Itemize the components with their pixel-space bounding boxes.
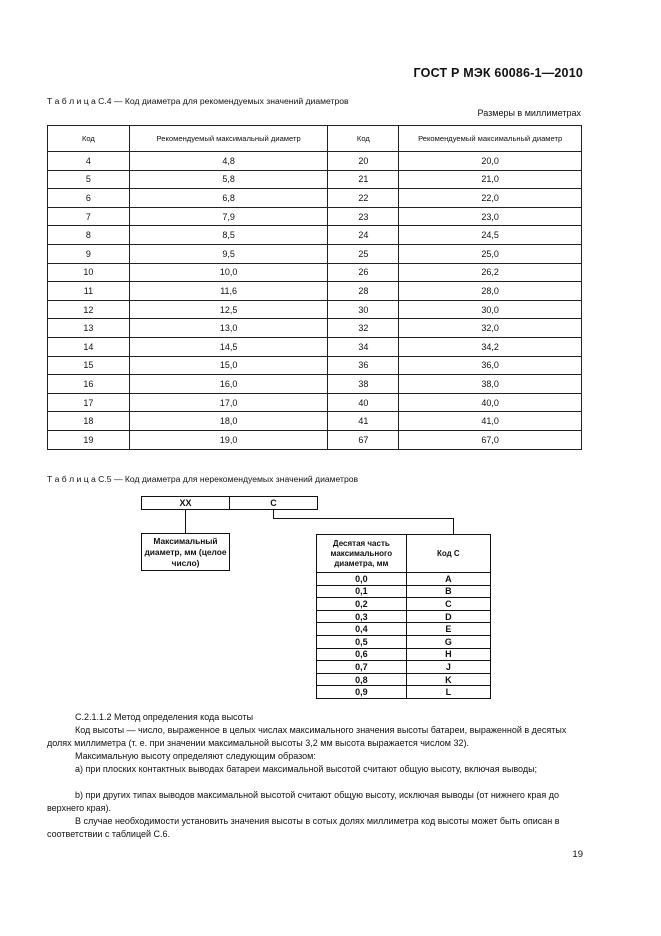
table-cell: 21,0 (399, 170, 582, 189)
table-cell: 9 (48, 244, 130, 263)
table-cell: 40,0 (399, 393, 582, 412)
table-cell: 17 (48, 393, 130, 412)
table-row (48, 300, 582, 319)
table-row (48, 263, 582, 282)
table-cell: 28,0 (399, 282, 582, 301)
table-cell: 34 (328, 337, 399, 356)
column-header-code: Код С (406, 535, 490, 573)
table-cell: K (406, 673, 490, 686)
table-cell: 30 (328, 300, 399, 319)
table-cell: 0,0 (317, 573, 407, 586)
table-c4 (47, 125, 582, 450)
table-cell: 4,8 (129, 152, 328, 171)
table-cell: 16,0 (129, 375, 328, 394)
table-cell: H (406, 648, 490, 661)
section-heading: С.2.1.1.2 Метод определения кода высоты (75, 712, 254, 722)
table-cell: 23,0 (399, 207, 582, 226)
table-cell: 0,6 (317, 648, 407, 661)
table-cell: 11 (48, 282, 130, 301)
code-part-c: C (229, 496, 318, 510)
table-row (48, 207, 582, 226)
paragraph: Максимальную высоту определяют следующим образом: (75, 751, 316, 761)
table-cell: E (406, 623, 490, 636)
table-cell: 32,0 (399, 319, 582, 338)
paragraph: а) при плоских контактных выводах батареи максимальной высотой считают общую высоту, включая выводы; (75, 764, 538, 774)
table-cell: J (406, 661, 490, 674)
table-cell: 0,7 (317, 661, 407, 674)
table-cell: B (406, 585, 490, 598)
table-cell: 10,0 (129, 263, 328, 282)
table-cell: 0,5 (317, 635, 407, 648)
table-cell: 23 (328, 207, 399, 226)
table-cell: 22,0 (399, 189, 582, 208)
table-cell: 40 (328, 393, 399, 412)
table-cell: 17,0 (129, 393, 328, 412)
table-cell: 20 (328, 152, 399, 171)
table-cell: 30,0 (399, 300, 582, 319)
table-row (317, 686, 491, 699)
table-cell: 25 (328, 244, 399, 263)
table-cell: 0,1 (317, 585, 407, 598)
connector-line (453, 518, 454, 534)
max-diameter-box: Максимальный диаметр, мм (целое число) (141, 533, 230, 571)
table-cell: 38,0 (399, 375, 582, 394)
connector-line (273, 518, 454, 519)
table-cell: 32 (328, 319, 399, 338)
table-cell: 0,3 (317, 610, 407, 623)
table-row (317, 673, 491, 686)
column-header: Рекомендуемый максимальный диаметр (399, 126, 582, 152)
paragraph: Код высоты — число, выраженное в целых числах максимального значения высоты батареи, выраженной в десятых долях миллиметра (т. е. при значении максимальной высоты 3,2 мм высота выражается числом 32). (47, 725, 567, 748)
table-cell: 13,0 (129, 319, 328, 338)
table-cell: C (406, 598, 490, 611)
table-row (317, 610, 491, 623)
document-header: ГОСТ Р МЭК 60086-1—2010 (413, 66, 583, 80)
column-header-fraction: Десятая часть максимального диаметра, мм (317, 535, 407, 573)
table-row (48, 244, 582, 263)
table-row (48, 319, 582, 338)
table-row (48, 356, 582, 375)
column-header: Рекомендуемый максимальный диаметр (129, 126, 328, 152)
column-header: Код (328, 126, 399, 152)
table-row (317, 598, 491, 611)
paragraph: В случае необходимости установить значения высоты в сотых долях миллиметра код высоты может быть описан в соответствии с таблицей С.6. (47, 816, 560, 839)
table-cell: 14,5 (129, 337, 328, 356)
table-row (48, 282, 582, 301)
table-cell: 8,5 (129, 226, 328, 245)
table-cell: 36,0 (399, 356, 582, 375)
table-cell: 34,2 (399, 337, 582, 356)
table-cell: 41,0 (399, 412, 582, 431)
table-row (48, 430, 582, 449)
table-cell: 38 (328, 375, 399, 394)
table-cell: 36 (328, 356, 399, 375)
paragraph: b) при других типах выводов максимальной высотой считают общую высоту, исключая выводы (от нижнего края до верхнего края). (47, 790, 559, 813)
table-c4-header-row (48, 126, 582, 152)
table-c5-caption: Т а б л и ц а С.5 — Код диаметра для нерекомендуемых значений диаметров (47, 474, 359, 484)
table-cell: 28 (328, 282, 399, 301)
table-cell: 24,5 (399, 226, 582, 245)
table-cell: 11,6 (129, 282, 328, 301)
table-row (48, 375, 582, 394)
table-cell: 22 (328, 189, 399, 208)
units-note: Размеры в миллиметрах (477, 108, 581, 118)
table-cell: 67,0 (399, 430, 582, 449)
table-cell: 8 (48, 226, 130, 245)
connector-line (185, 510, 186, 533)
table-cell: 12,5 (129, 300, 328, 319)
table-cell: 0,2 (317, 598, 407, 611)
table-row (48, 393, 582, 412)
table-cell: 4 (48, 152, 130, 171)
table-row (317, 648, 491, 661)
table-cell: 6 (48, 189, 130, 208)
table-cell: 7 (48, 207, 130, 226)
table-cell: 15,0 (129, 356, 328, 375)
table-row (48, 189, 582, 208)
table-cell: 24 (328, 226, 399, 245)
table-row (317, 623, 491, 636)
table-row (317, 661, 491, 674)
table-cell: 5 (48, 170, 130, 189)
table-cell: 16 (48, 375, 130, 394)
table-row (317, 635, 491, 648)
table-cell: 12 (48, 300, 130, 319)
table-cell: 0,8 (317, 673, 407, 686)
table-cell: 10 (48, 263, 130, 282)
table-row (48, 412, 582, 431)
table-cell: 0,4 (317, 623, 407, 636)
table-c4-caption: Т а б л и ц а С.4 — Код диаметра для рекомендуемых значений диаметров (47, 96, 349, 106)
table-cell: 26,2 (399, 263, 582, 282)
column-header: Код (48, 126, 130, 152)
table-cell: L (406, 686, 490, 699)
table-row (48, 152, 582, 171)
table-cell: 5,8 (129, 170, 328, 189)
table-cell: 13 (48, 319, 130, 338)
table-cell: A (406, 573, 490, 586)
table-row (48, 226, 582, 245)
table-cell: 7,9 (129, 207, 328, 226)
table-cell: 9,5 (129, 244, 328, 263)
table-c5 (316, 534, 491, 699)
table-cell: 26 (328, 263, 399, 282)
table-cell: 18 (48, 412, 130, 431)
table-cell: 21 (328, 170, 399, 189)
table-cell: 41 (328, 412, 399, 431)
table-cell: 19 (48, 430, 130, 449)
table-cell: 18,0 (129, 412, 328, 431)
code-part-xx: XX (141, 496, 230, 510)
table-c5-header-row (317, 535, 491, 573)
table-row (317, 585, 491, 598)
table-row (317, 573, 491, 586)
table-cell: 6,8 (129, 189, 328, 208)
table-cell: D (406, 610, 490, 623)
table-cell: 14 (48, 337, 130, 356)
table-cell: 0,9 (317, 686, 407, 699)
table-cell: 25,0 (399, 244, 582, 263)
table-cell: 15 (48, 356, 130, 375)
table-cell: 19,0 (129, 430, 328, 449)
table-cell: G (406, 635, 490, 648)
table-cell: 67 (328, 430, 399, 449)
page-number: 19 (572, 849, 583, 860)
table-row (48, 337, 582, 356)
table-cell: 20,0 (399, 152, 582, 171)
table-row (48, 170, 582, 189)
